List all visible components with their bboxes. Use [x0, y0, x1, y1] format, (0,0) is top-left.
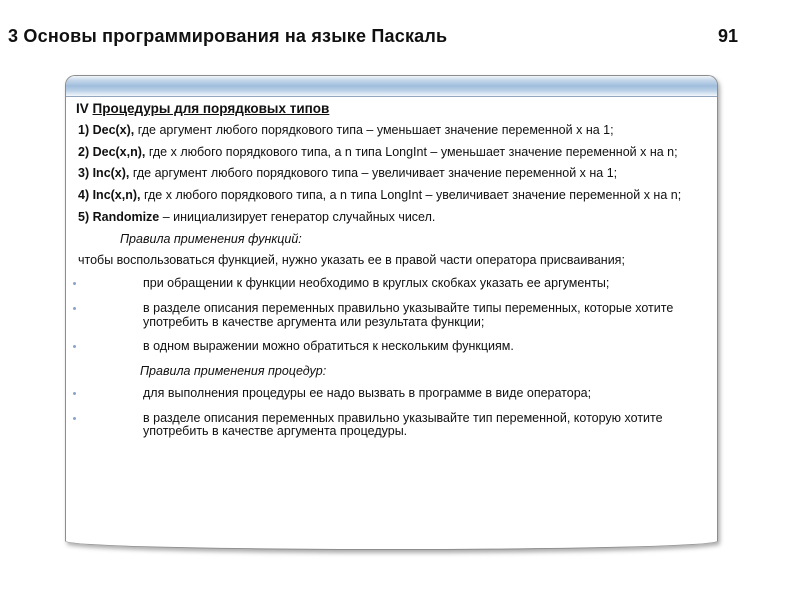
intro-line: чтобы воспользоваться функцией, нужно указать ее в правой части оператора присваивания;: [78, 253, 625, 268]
section-heading: [76, 102, 703, 117]
numbered-item: 3) Inc(x), где аргумент любого порядкового типа – увеличивает значение переменной x на 1;: [78, 166, 618, 181]
numbered-item: 5) Randomize – инициализирует генератор случайных чисел.: [78, 209, 436, 224]
bullet-icon: [73, 282, 76, 285]
numbered-item: 4) Inc(x,n), где x любого порядкового типа, а n типа LongInt – увеличивает значение переменной x на n;: [78, 188, 682, 203]
rules-procedures-title: Правила применения процедур:: [140, 364, 327, 379]
panel-header-strip: [66, 76, 717, 97]
list-item: в одном выражении можно обратиться к нескольким функциям.: [66, 340, 703, 354]
bullet-icon: [73, 345, 76, 348]
list-item: в разделе описания переменных правильно указывайте тип переменной, которую хотите употребить в качестве аргумента процедуры.: [66, 412, 703, 440]
page-number: 91: [717, 26, 738, 46]
bullet-icon: [73, 392, 76, 395]
panel-body: [66, 97, 717, 439]
bullet-icon: [73, 307, 76, 310]
content-panel: [65, 75, 718, 550]
page-title: 3 Основы программирования на языке Паскаль: [8, 26, 448, 46]
numbered-item: 1) Dec(x), где аргумент любого порядкового типа – уменьшает значение переменной x на 1;: [78, 122, 614, 137]
rules-functions-title: Правила применения функций:: [120, 231, 302, 246]
section-number: IV: [76, 101, 89, 116]
bullet-icon: [73, 417, 76, 420]
list-item: в разделе описания переменных правильно указывайте типы переменных, которые хотите употребить в качестве аргумента или результата функции;: [66, 302, 703, 330]
numbered-item: 2) Dec(x,n), где x любого порядкового типа, а n типа LongInt – уменьшает значение переменной x на n;: [78, 144, 678, 159]
section-title: Процедуры для порядковых типов: [92, 101, 330, 116]
list-item: при обращении к функции необходимо в круглых скобках указать ее аргументы;: [66, 277, 703, 291]
list-item: для выполнения процедуры ее надо вызвать в программе в виде оператора;: [66, 387, 703, 401]
